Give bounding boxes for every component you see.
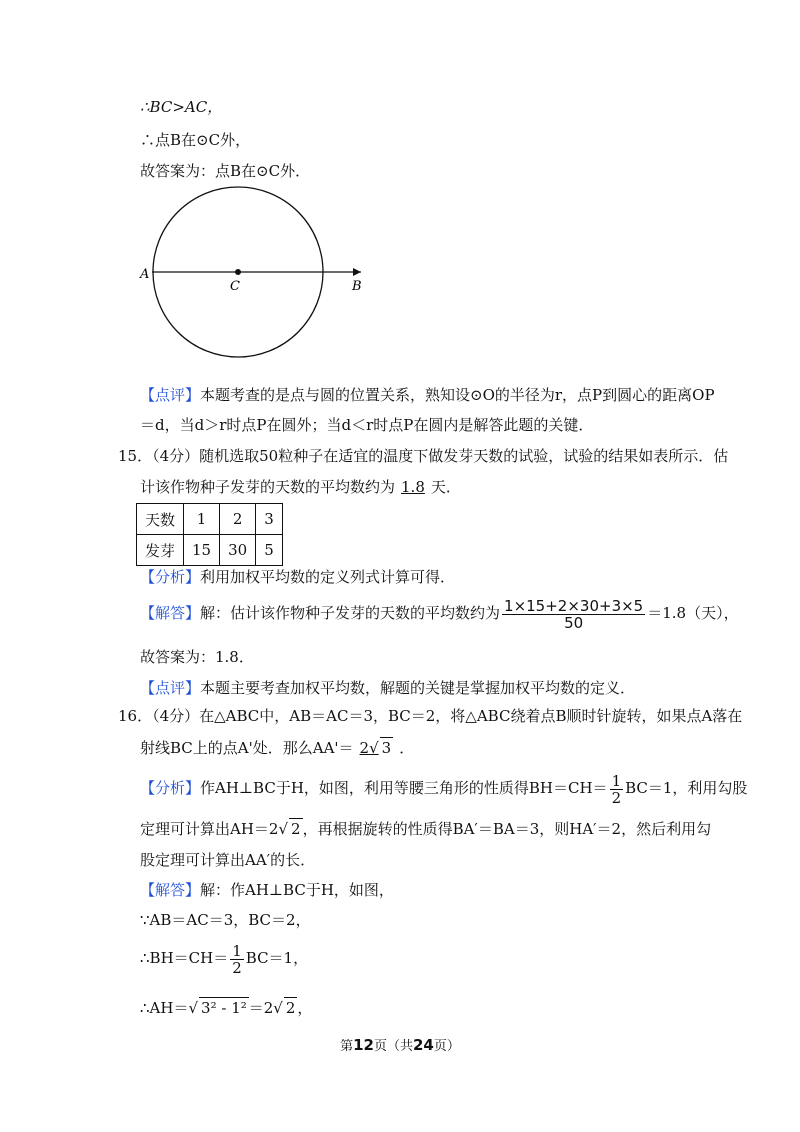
table-cell: 30 — [220, 535, 256, 566]
q15-line1: 15．（4分）随机选取50粒种子在适宜的温度下做发芽天数的试验，试验的结果如表所示．估 — [118, 447, 729, 465]
germination-table — [136, 503, 283, 566]
page-total: 24 — [413, 1036, 434, 1054]
label-c: C — [230, 279, 240, 294]
table-cell: 15 — [184, 535, 220, 566]
label-b: B — [352, 279, 362, 294]
q16-solution-line3: ∴BH＝CH＝ $\frac{1}{2}$ BC＝1， — [140, 941, 309, 977]
q15-final: 故答案为：1.8． — [140, 648, 254, 666]
q15-fraction: $\frac{1\times 15+2\times 30+3\times 5}{50}$ — [504, 596, 644, 632]
half-fraction: $\frac{1}{2}$ — [611, 771, 622, 807]
q16-analysis-line1: 【分析】作AH⊥BC于H，如图，利用等腰三角形的性质得BH＝CH＝ $\frac{1}{2}$ BC＝1，利用勾股 — [140, 771, 748, 807]
table-cell: 1 — [184, 504, 220, 535]
page-footer: 第12页（共24页） — [340, 1036, 460, 1054]
table-cell: 3 — [256, 504, 283, 535]
q15-analysis: 【分析】利用加权平均数的定义列式计算可得． — [140, 568, 456, 586]
q16-line1: 16．（4分）在△ABC中，AB＝AC＝3，BC＝2，将△ABC绕着点B顺时针旋转，如果点A落在 — [118, 707, 743, 725]
q15-solution: 【解答】解：估计该作物种子发芽的天数的平均数约为 $\frac{1\times 15+2\times 30+3\times 5}{50}$ ＝1.8（天）， — [140, 596, 739, 632]
q16-line2: 射线BC上的点A'处．那么AA'＝ 2√ 3 ． — [140, 739, 415, 757]
table-cell: 发芽 — [137, 535, 184, 566]
q15-comment: 【点评】本题主要考查加权平均数，解题的关键是掌握加权平均数的定义． — [140, 679, 636, 697]
page-number: 12 — [353, 1036, 374, 1054]
table-row — [137, 504, 283, 535]
table-row — [137, 535, 283, 566]
table-cell: 天数 — [137, 504, 184, 535]
q16-analysis-line2: 定理可计算出AH＝2√ 2 ，再根据旋转的性质得BA′＝BA＝3，则HA′＝2，然后利用勾 — [140, 820, 712, 838]
q16-answer: 2√ 3 — [359, 739, 392, 757]
comment-14-line2: ＝d，当d＞r时点P在圆外；当d＜r时点P在圆内是解答此题的关键． — [140, 416, 594, 434]
q15-line2: 计该作物种子发芽的天数的平均数约为 1.8 天． — [140, 478, 461, 496]
line-point-b-outside: ∴点B在⊙C外， — [140, 131, 251, 149]
comment-tag: 【点评】 — [140, 386, 201, 404]
q16-analysis-line3: 股定理可计算出AA′的长． — [140, 851, 316, 869]
q16-solution-line2: ∵AB＝AC＝3，BC＝2， — [140, 911, 311, 929]
line-bc-gt-ac: ∴BC>AC， — [140, 98, 223, 116]
comment-14-line1: 【点评】本题考查的是点与圆的位置关系，熟知设⊙O的半径为r，点P到圆心的距离OP — [140, 386, 715, 404]
q16-solution-line1: 【解答】解：作AH⊥BC于H，如图， — [140, 881, 394, 899]
table-cell: 2 — [220, 504, 256, 535]
half-fraction: $\frac{1}{2}$ — [232, 941, 242, 977]
q16-solution-line4: ∴AH＝√ 3² - 1² ＝2√ 2 ， — [140, 999, 313, 1017]
circle-figure — [135, 186, 375, 361]
table-cell: 5 — [256, 535, 283, 566]
line-answer-14: 故答案为：点B在⊙C外． — [140, 162, 311, 180]
q15-answer: 1.8 — [401, 478, 425, 496]
label-a: A — [140, 267, 150, 282]
